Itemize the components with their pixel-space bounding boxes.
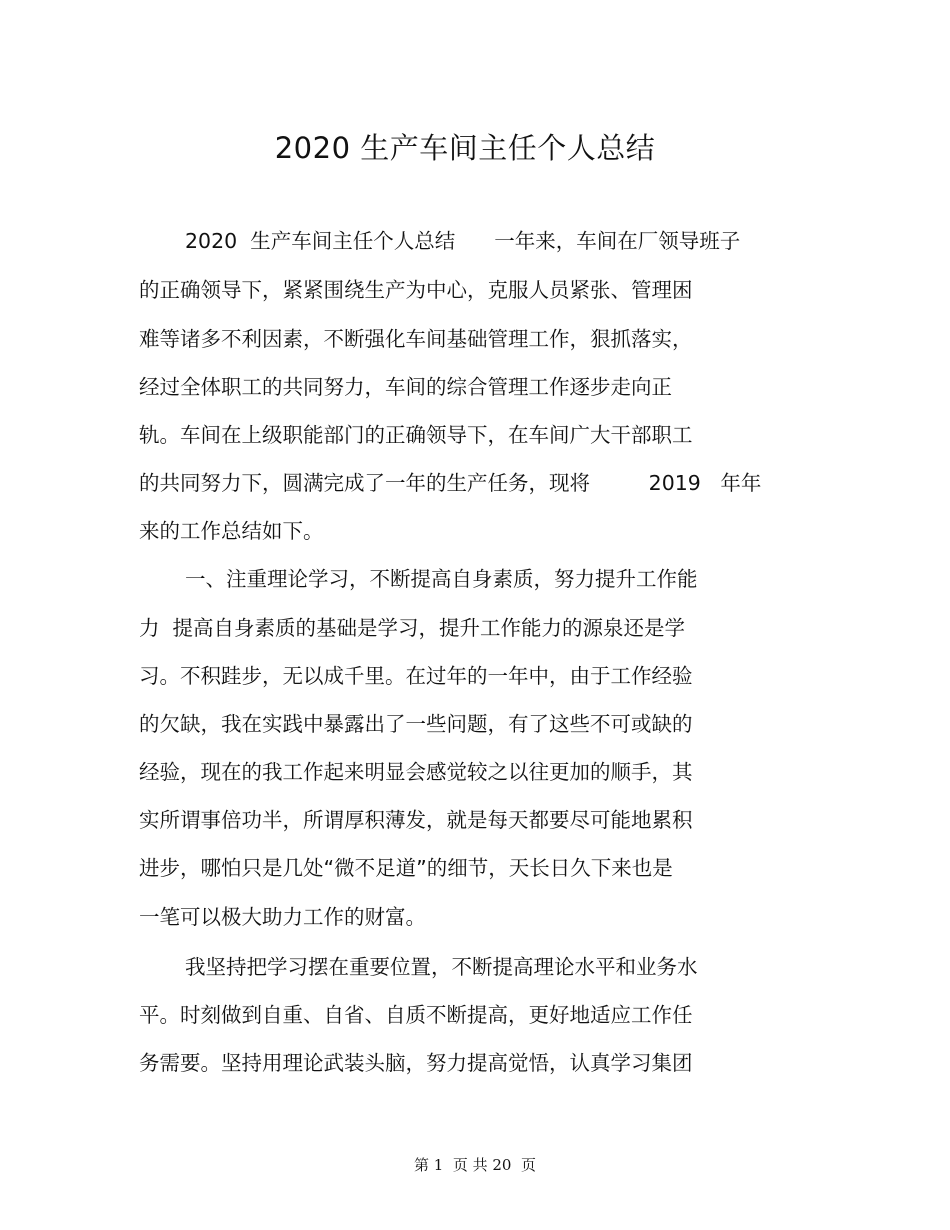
paragraph-line: 我坚持把学习摆在重要位置，不断提高理论水平和业务水 bbox=[185, 955, 698, 979]
paragraph-line: 2020 生产车间主任个人总结 一年来，车间在厂领导班子 bbox=[185, 229, 741, 253]
paragraph-line: 来的工作总结如下。 bbox=[139, 519, 324, 543]
paragraph-line: 一、注重理论学习，不断提高自身素质，努力提升工作能 bbox=[185, 567, 698, 591]
paragraph-line: 务需要。坚持用理论武装头脑，努力提高觉悟，认真学习集团 bbox=[139, 1051, 693, 1075]
paragraph-line: 经验，现在的我工作起来明显会感觉较之以往更加的顺手，其 bbox=[139, 760, 693, 784]
paragraph-line: 经过全体职工的共同努力，车间的综合管理工作逐步走向正 bbox=[139, 375, 672, 399]
paragraph-line: 的正确领导下，紧紧围绕生产为中心，克服人员紧张、管理困 bbox=[139, 278, 693, 302]
paragraph-line: 一笔可以极大助力工作的财富。 bbox=[139, 905, 426, 929]
paragraph-line: 力 提高自身素质的基础是学习，提升工作能力的源泉还是学 bbox=[139, 616, 686, 640]
paragraph-line: 轨。车间在上级职能部门的正确领导下，在车间广大干部职工 bbox=[139, 423, 693, 447]
page-number-footer: 第 1 页 共 20 页 bbox=[413, 1156, 536, 1174]
paragraph-line: 平。时刻做到自重、自省、自质不断提高，更好地适应工作任 bbox=[139, 1003, 693, 1027]
paragraph-line: 的欠缺，我在实践中暴露出了一些问题，有了这些不可或缺的 bbox=[139, 712, 693, 736]
document-title: 2020 生产车间主任个人总结 bbox=[274, 131, 656, 165]
paragraph-line: 难等诸多不利因素，不断强化车间基础管理工作，狠抓落实， bbox=[139, 327, 693, 351]
paragraph-line: 实所谓事倍功半，所谓厚积薄发，就是每天都要尽可能地累积 bbox=[139, 808, 693, 832]
paragraph-line: 进步，哪怕只是几处“微不足道”的细节，天长日久下来也是 bbox=[139, 856, 673, 880]
paragraph-line: 习。不积跬步，无以成千里。在过年的一年中，由于工作经验 bbox=[139, 664, 693, 688]
paragraph-line: 的共同努力下，圆满完成了一年的生产任务，现将 2019 年年 bbox=[139, 471, 762, 495]
